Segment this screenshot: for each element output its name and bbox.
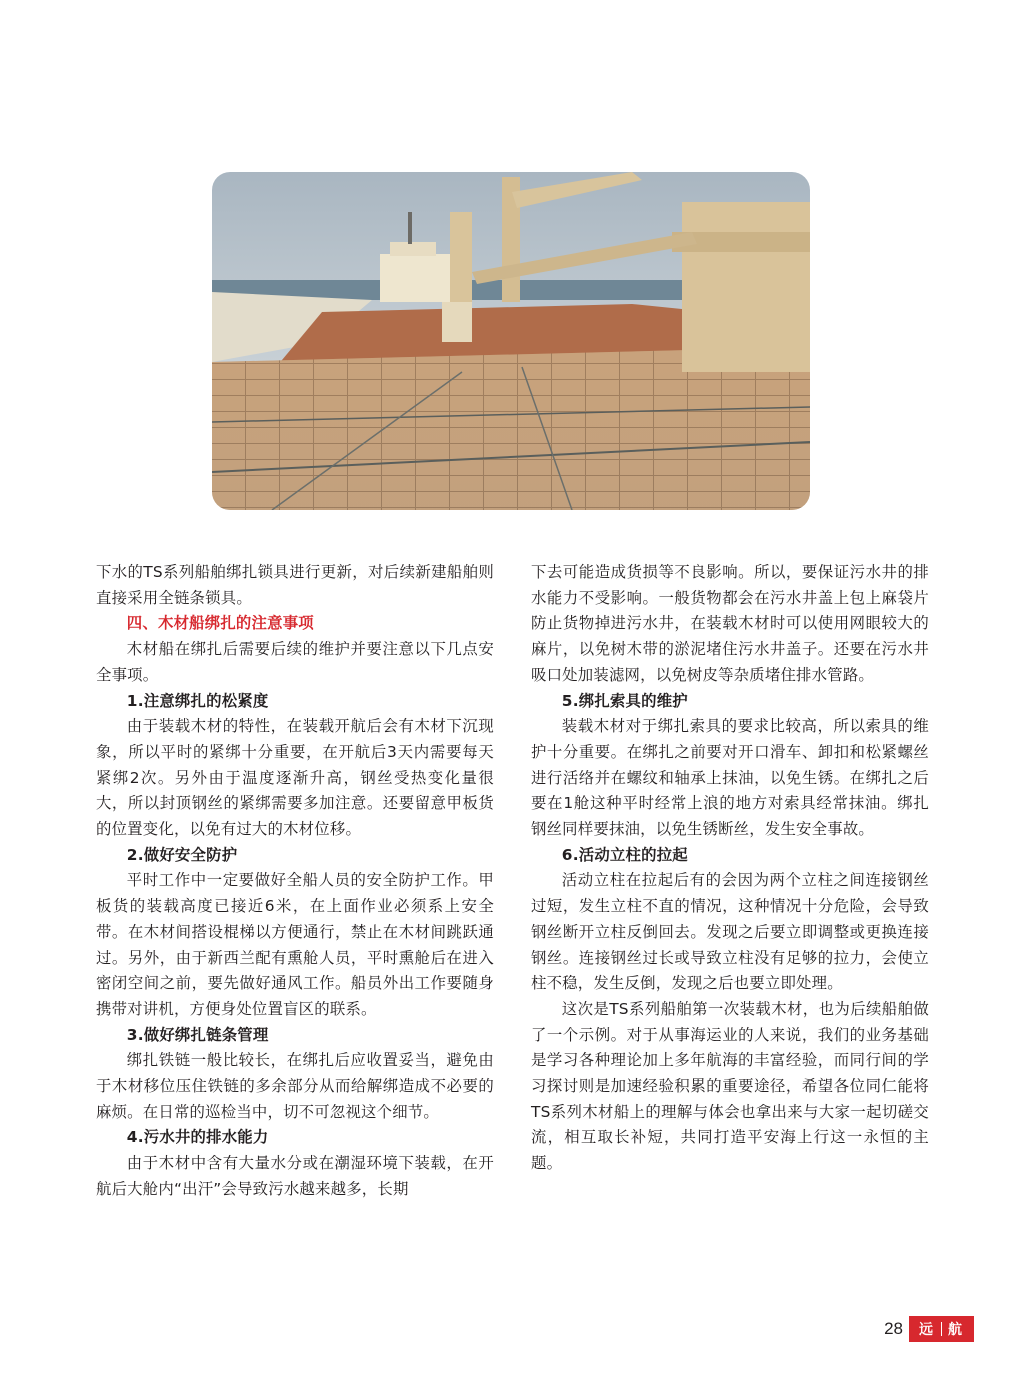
magazine-brand: [909, 1316, 974, 1342]
subheading: 2.做好安全防护: [126, 845, 238, 864]
brand-char-left: 远: [919, 1322, 935, 1338]
cargo-ship-photo: [212, 172, 810, 510]
paragraph: 绑扎铁链一般比较长，在绑扎后应收置妥当，避免由于木材移位压住铁链的多余部分从而给解绑造成不必要的麻烦。在日常的巡检当中，切不可忽视这个细节。: [96, 1051, 494, 1121]
page-footer: [884, 1316, 974, 1342]
cargo-ship-timber-deck-icon: [212, 172, 810, 510]
brand-divider: [941, 1322, 942, 1336]
paragraph: 下去可能造成货损等不良影响。所以，要保证污水井的排水能力不受影响。一般货物都会在污水井盖上包上麻袋片防止货物掉进污水井，在装载木材时可以使用网眼较大的麻片，以免树木带的淤泥堵住污水井盖子。还要在污水井吸口处加装滤网，以免树皮等杂质堵住排水管路。: [531, 563, 929, 684]
paragraph: 由于木材中含有大量水分或在潮湿环境下装载，在开航后大舱内“出汗”会导致污水越来越多，长期: [96, 1154, 494, 1198]
paragraph: 下水的TS系列船舶绑扎锁具进行更新，对后续新建船舶则直接采用全链条锁具。: [96, 563, 494, 607]
subheading: 5.绑扎索具的维护: [561, 691, 688, 710]
paragraph: 平时工作中一定要做好全船人员的安全防护工作。甲板货的装载高度已接近6米，在上面作业必须系上安全带。在木材间搭设棍梯以方便通行，禁止在木材间跳跃通过。另外，由于新西兰配有熏舱人员，平时熏舱后在进入密闭空间之前，要先做好通风工作。船员外出工作要随身携带对讲机，方便身处位置盲区的联系。: [96, 871, 494, 1018]
brand-char-right: 航: [948, 1322, 964, 1338]
subheading: 1.注意绑扎的松紧度: [126, 691, 269, 710]
subheading: 4.污水井的排水能力: [126, 1128, 269, 1147]
paragraph: 活动立柱在拉起后有的会因为两个立柱之间连接钢丝过短，发生立柱不直的情况，这种情况十分危险，会导致钢丝断开立柱反倒回去。发现之后要立即调整或更换连接钢丝。连接钢丝过长或导致立柱没有足够的拉力，会使立柱不稳，发生反倒，发现之后也要立即处理。: [531, 871, 929, 993]
paragraph: 由于装载木材的特性，在装载开航后会有木材下沉现象，所以平时的紧绑十分重要，在开航后3天内需要每天紧绑2次。另外由于温度逐渐升高，钢丝受热变化量很大，所以封顶钢丝的紧绑需要多加注意。还要留意甲板货的位置变化，以免有过大的木材位移。: [96, 717, 494, 839]
page-number: 28: [884, 1319, 903, 1338]
paragraph: 装载木材对于绑扎索具的要求比较高，所以索具的维护十分重要。在绑扎之前要对开口滑车、卸扣和松紧螺丝进行活络并在螺纹和轴承上抹油，以免生锈。在绑扎之后要在1舱这种平时经常上浪的地方对索具经常抹油。绑扎钢丝同样要抹油，以免生锈断丝，发生安全事故。: [531, 717, 929, 839]
left-column: [96, 560, 494, 1203]
right-column: [531, 560, 929, 1177]
section-heading: 四、木材船绑扎的注意事项: [126, 614, 314, 633]
subheading: 3.做好绑扎链条管理: [126, 1025, 269, 1044]
subheading: 6.活动立柱的拉起: [561, 845, 688, 864]
paragraph: 木材船在绑扎后需要后续的维护并要注意以下几点安全事项。: [96, 640, 494, 684]
paragraph: 这次是TS系列船舶第一次装载木材，也为后续船舶做了一个示例。对于从事海运业的人来说，我们的业务基础是学习各种理论加上多年航海的丰富经验，而同行间的学习探讨则是加速经验积累的重要途径，希望各位同仁能将TS系列木材船上的理解与体会也拿出来与大家一起切磋交流，相互取长补短，共同打造平安海上行这一永恒的主题。: [531, 999, 929, 1173]
